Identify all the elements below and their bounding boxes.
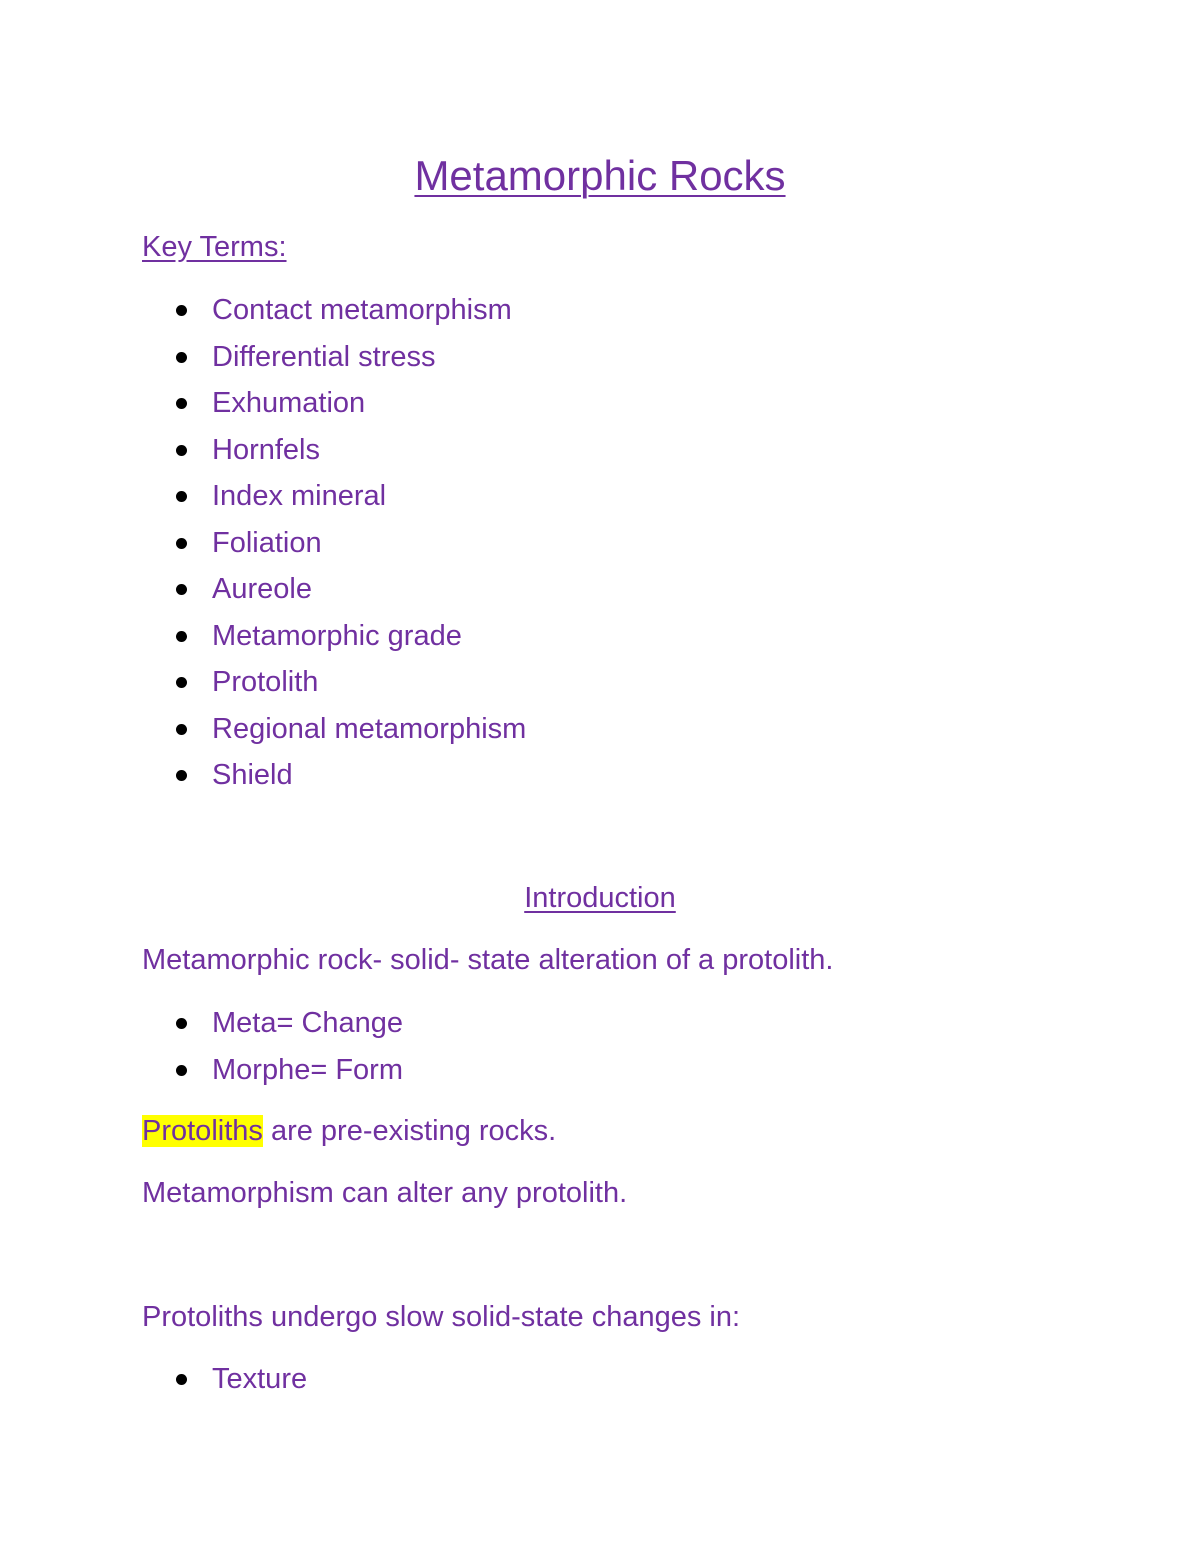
introduction-heading: Introduction xyxy=(524,882,676,914)
changes-paragraph: Protoliths undergo slow solid-state changes in: xyxy=(142,1301,741,1333)
bullet-icon xyxy=(176,445,187,456)
bullet-icon xyxy=(176,631,187,642)
key-terms-list xyxy=(0,291,526,803)
bullet-icon xyxy=(176,538,187,549)
bullet-icon xyxy=(176,584,187,595)
changes-list xyxy=(0,1360,307,1407)
list-item-text: Metamorphic grade xyxy=(212,619,462,652)
list-item xyxy=(0,431,526,478)
bullet-icon xyxy=(176,770,187,781)
bullet-icon xyxy=(176,398,187,409)
list-item-text: Differential stress xyxy=(212,340,436,373)
list-item-text: Morphe= Form xyxy=(212,1053,403,1086)
list-item xyxy=(0,1360,307,1407)
bullet-icon xyxy=(176,352,187,363)
highlighted-term: Protoliths xyxy=(142,1115,263,1147)
bullet-icon xyxy=(176,491,187,502)
list-item-text: Contact metamorphism xyxy=(212,294,512,326)
list-item xyxy=(0,524,526,571)
bullet-icon xyxy=(176,677,187,688)
list-item xyxy=(0,570,526,617)
list-item xyxy=(0,663,526,710)
bullet-icon xyxy=(176,1065,187,1076)
list-item-text: Shield xyxy=(212,759,293,791)
bullet-icon xyxy=(176,724,187,735)
key-terms-heading: Key Terms: xyxy=(142,231,287,263)
list-item-text: Exhumation xyxy=(212,387,366,419)
list-item-text: Texture xyxy=(212,1363,308,1395)
list-item xyxy=(0,477,526,524)
list-item xyxy=(0,617,526,664)
alter-paragraph: Metamorphism can alter any protolith. xyxy=(142,1177,628,1209)
paragraph-text: are pre-existing rocks. xyxy=(262,1115,557,1147)
list-item xyxy=(0,338,526,385)
list-item xyxy=(0,384,526,431)
list-item xyxy=(0,1051,403,1098)
list-item-text: Hornfels xyxy=(212,433,320,466)
bullet-icon xyxy=(176,305,187,316)
list-item xyxy=(0,291,526,338)
list-item-text: Regional metamorphism xyxy=(212,712,527,745)
list-item-text: Aureole xyxy=(212,573,312,605)
list-item xyxy=(0,710,526,757)
page-title: Metamorphic Rocks xyxy=(414,152,786,199)
list-item-text: Foliation xyxy=(212,526,322,559)
list-item-text: Index mineral xyxy=(212,480,387,512)
protoliths-paragraph xyxy=(142,1112,556,1150)
definition-paragraph: Metamorphic rock- solid- state alteration of a protolith. xyxy=(142,944,834,976)
list-item xyxy=(0,1004,403,1051)
list-item-text: Protolith xyxy=(212,666,319,698)
bullet-icon xyxy=(176,1374,187,1385)
list-item xyxy=(0,756,526,803)
bullet-icon xyxy=(176,1018,187,1029)
list-item-text: Meta= Change xyxy=(212,1007,404,1039)
meaning-list xyxy=(0,1004,403,1097)
